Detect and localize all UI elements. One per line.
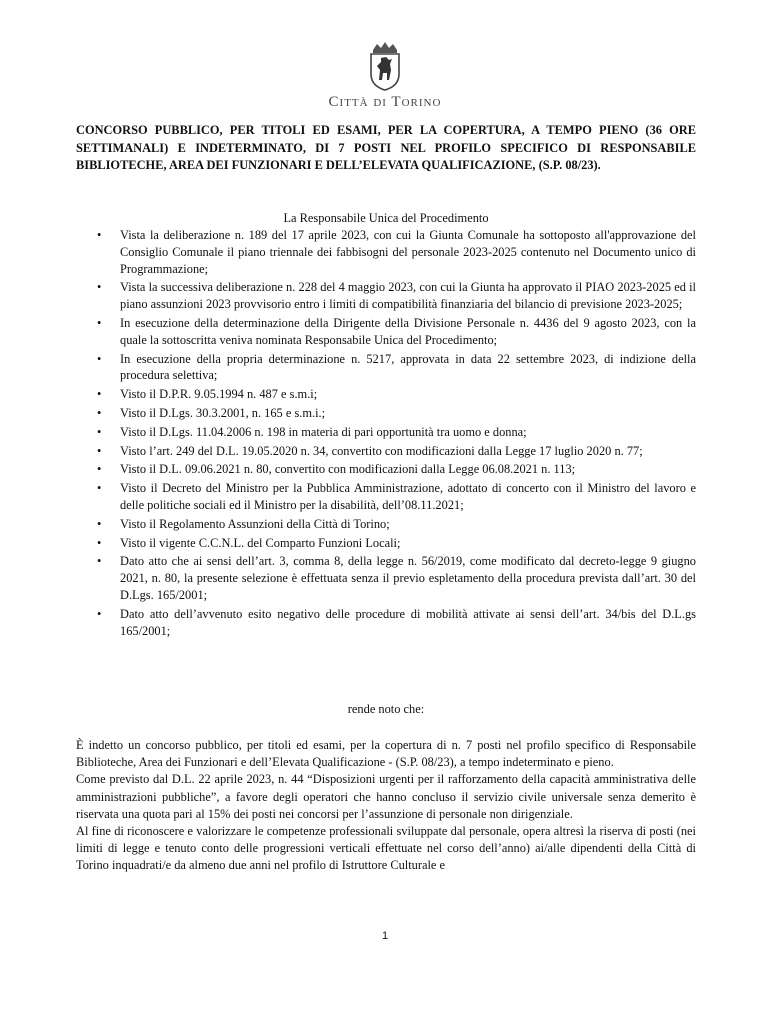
list-item [76, 405, 696, 422]
bullet-icon: • [97, 481, 102, 496]
list-item-text: Visto il D.L. 09.06.2021 n. 80, convertito con modificazioni dalla Legge 06.08.2021 n. 113; [120, 462, 576, 477]
body-text [76, 737, 696, 875]
bullet-icon: • [97, 554, 102, 569]
list-item-text: Vista la successiva deliberazione n. 228 del 4 maggio 2023, con cui la Giunta ha approvato il PIAO 2023-2025 ed il piano assunzioni 2023 provvisorio entro i limiti di compatibilità finanziaria del bilancio di previsione 2023-2025; [120, 280, 696, 312]
document-title: CONCORSO PUBBLICO, PER TITOLI ED ESAMI, PER LA COPERTURA, A TEMPO PIENO (36 ORE SETTIMANALI) E INDETERMINATO, DI 7 POSTI NEL PROFILO SPECIFICO DI RESPONSABILE BIBLIOTECHE, AREA DEI FUNZIONARI E DELL’ELEVATA QUALIFICAZIONE, (S.P. 08/23). [76, 123, 696, 173]
list-item-text: Dato atto che ai sensi dell’art. 3, comma 8, della legge n. 56/2019, come modificato dal decreto-legge 9 giugno 2021, n. 80, la presente selezione è effettuata senza il previo espletamento della procedura prevista dall’art. 30 del D.Lgs. 165/2001; [120, 554, 696, 602]
list-item-text: Vista la deliberazione n. 189 del 17 aprile 2023, con cui la Giunta Comunale ha sottoposto all'approvazione del Consiglio Comunale il piano triennale dei fabbisogni del personale 2023-2025 contenuto nel Documento unico di Programmazione; [120, 228, 696, 276]
city-logo [318, 40, 452, 111]
list-item [76, 279, 696, 313]
list-item [76, 386, 696, 403]
page-number: 1 [381, 930, 389, 942]
bullet-icon: • [97, 424, 102, 439]
list-item-text: Visto il D.Lgs. 30.3.2001, n. 165 e s.m.i.; [120, 405, 326, 420]
bullet-icon: • [97, 443, 102, 458]
considerations-list [76, 227, 696, 641]
list-item [76, 516, 696, 533]
bullet-icon: • [97, 405, 102, 420]
paragraph: Come previsto dal D.L. 22 aprile 2023, n. 44 “Disposizioni urgenti per il rafforzamento della capacità amministrativa delle amministrazioni pubbliche”, a favore degli operatori che hanno concluso il servizio civile universale senza demerito è riservata una quota pari al 15% dei posti nei concorsi per l’assunzione di personale non dirigenziale. [76, 772, 696, 821]
list-item [76, 461, 696, 478]
list-item-text: In esecuzione della determinazione della Dirigente della Divisione Personale n. 4436 del 9 agosto 2023, con la quale la sottoscritta veniva nominata Responsabile Unica del Procedimento; [120, 315, 696, 347]
list-item-text: Visto il Decreto del Ministro per la Pubblica Amministrazione, adottato di concerto con il Ministro del lavoro e delle politiche sociali ed il Ministro per la disabilità, dell’08.11.2021; [120, 481, 696, 512]
list-item-text: In esecuzione della propria determinazione n. 5217, approvata in data 22 settembre 2023, di indizione della procedura selettiva; [120, 351, 696, 383]
list-item-text: Visto il Regolamento Assunzioni della Città di Torino; [120, 516, 390, 531]
bullet-icon: • [97, 387, 102, 402]
list-item [76, 606, 696, 640]
bullet-icon: • [97, 228, 102, 242]
coat-of-arms-icon [365, 40, 405, 92]
list-item [76, 424, 696, 441]
list-item-text: Visto il vigente C.C.N.L. del Comparto Funzioni Locali; [120, 535, 401, 550]
bullet-icon: • [97, 280, 102, 295]
bullet-icon: • [97, 462, 102, 477]
city-name: Città di Torino [328, 94, 442, 110]
list-item [76, 553, 696, 603]
list-item-text: Dato atto dell’avvenuto esito negativo delle procedure di mobilità attivate ai sensi dell’art. 34/bis del D.L.gs 165/2001; [120, 606, 696, 638]
bullet-icon: • [97, 535, 102, 550]
list-item-text: Visto il D.Lgs. 11.04.2006 n. 198 in materia di pari opportunità tra uomo e donna; [120, 424, 527, 439]
paragraph: È indetto un concorso pubblico, per titoli ed esami, per la copertura di n. 7 posti nel profilo specifico di Responsabile Biblioteche, Area dei Funzionari e dell’Elevata Qualificazione - (S.P. 08/23), a tempo indeterminato e pieno. [76, 738, 696, 770]
list-item [76, 315, 696, 349]
responsabile-heading: La Responsabile Unica del Procedimento [283, 211, 489, 225]
list-item-text: Visto il D.P.R. 9.05.1994 n. 487 e s.m.i; [120, 387, 318, 402]
bullet-icon: • [97, 606, 102, 621]
list-item [76, 351, 696, 385]
rende-noto-heading: rende noto che: [347, 702, 425, 716]
bullet-icon: • [97, 315, 102, 330]
list-item-text: Visto l’art. 249 del D.L. 19.05.2020 n. 34, convertito con modificazioni dalla Legge 17 luglio 2020 n. 77; [120, 443, 643, 458]
list-item [76, 535, 696, 552]
list-item [76, 227, 696, 277]
bullet-icon: • [97, 351, 102, 366]
list-item [76, 480, 696, 514]
list-item [76, 443, 696, 460]
bullet-icon: • [97, 516, 102, 531]
paragraph: Al fine di riconoscere e valorizzare le competenze professionali sviluppate dal personale, opera altresì la riserva di posti (nei limiti di legge e tenuto conto delle progressioni verticali effettuate nel corso dell’anno) ai/alle dipendenti della Città di Torino inquadrati/e da almeno due anni nel profilo di Istruttore Culturale e [76, 824, 696, 873]
